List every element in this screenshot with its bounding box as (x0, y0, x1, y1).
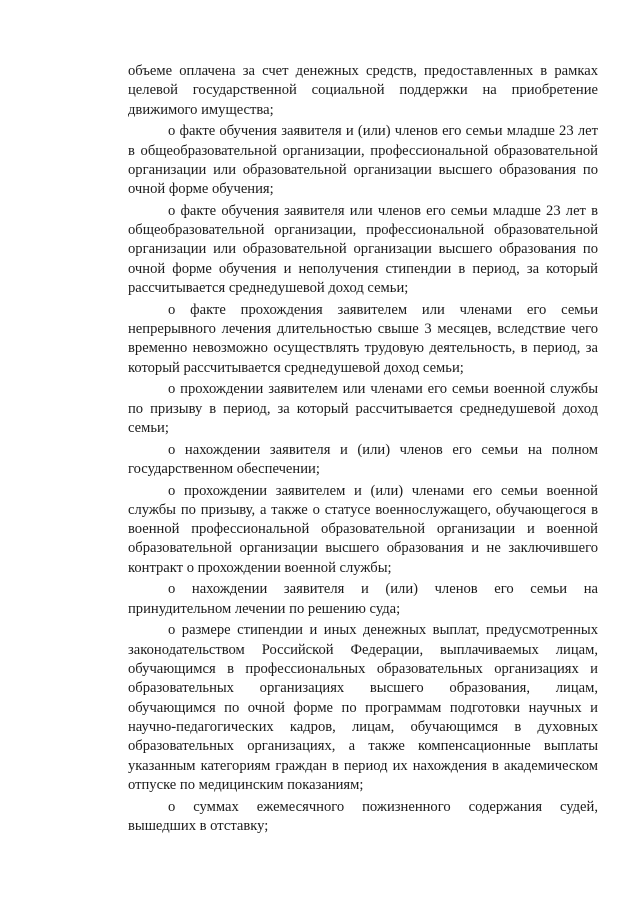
paragraph-stipend-amount: о размере стипендии и иных денежных выплат, предусмотренных законодательством Российской Федерации, выплачиваемых лицам, обучающимся в профессиональных образовательных организациях и образовательных организациях высшего образования, лицам, обучающимся по очной форме по программам подготовки научных и научно-педагогических кадров, лицам, обучающимся в духовных образовательных организациях, а также компенсационные выплаты указанным категориям граждан в период их нахождения в академическом отпуске по медицинским показаниям; (128, 622, 598, 793)
paragraph-state-support: о нахождении заявителя и (или) членов его семьи на полном государственном обеспечении; (128, 441, 598, 477)
paragraph-continuous-treatment: о факте прохождения заявителем или членами его семьи непрерывного лечения длительностью свыше 3 месяцев, вследствие чего временно невозможно осуществлять трудовую деятельность, в период, за который рассчитывается среднедушевой доход семьи; (128, 301, 598, 376)
paragraph-education-fact: о факте обучения заявителя и (или) членов его семьи младше 23 лет в общеобразовательной организации, профессиональной образовательной организации или образовательной организации высшего образования по очной форме обучения; (128, 123, 598, 198)
paragraph-judges-allowance: о суммах ежемесячного пожизненного содержания судей, вышедших в отставку; (128, 798, 598, 834)
paragraph-military-service-status: о прохождении заявителем и (или) членами его семьи военной службы по призыву, а также о статусе военнослужащего, обучающегося в военной профессиональной образовательной организации и военной образовательной организации высшего образования и не заключившего контракт о прохождении военной службы; (128, 482, 598, 576)
paragraph-military-service-period: о прохождении заявителем или членами его семьи военной службы по призыву в период, за который рассчитывается среднедушевой доход семьи; (128, 381, 598, 436)
paragraph-education-no-stipend: о факте обучения заявителя или членов его семьи младше 23 лет в общеобразовательной организации, профессиональной образовательной организации или образовательной организации высшего образования по очной форме обучения и неполучения стипендии в период, за который рассчитывается среднедушевой доход семьи; (128, 202, 598, 297)
paragraph-compulsory-treatment: о нахождении заявителя и (или) членов его семьи на принудительном лечении по решению суда; (128, 581, 598, 617)
document-page (128, 62, 598, 838)
paragraph-continuation: объеме оплачена за счет денежных средств, предоставленных в рамках целевой государственной социальной поддержки на приобретение движимого имущества; (128, 63, 598, 118)
